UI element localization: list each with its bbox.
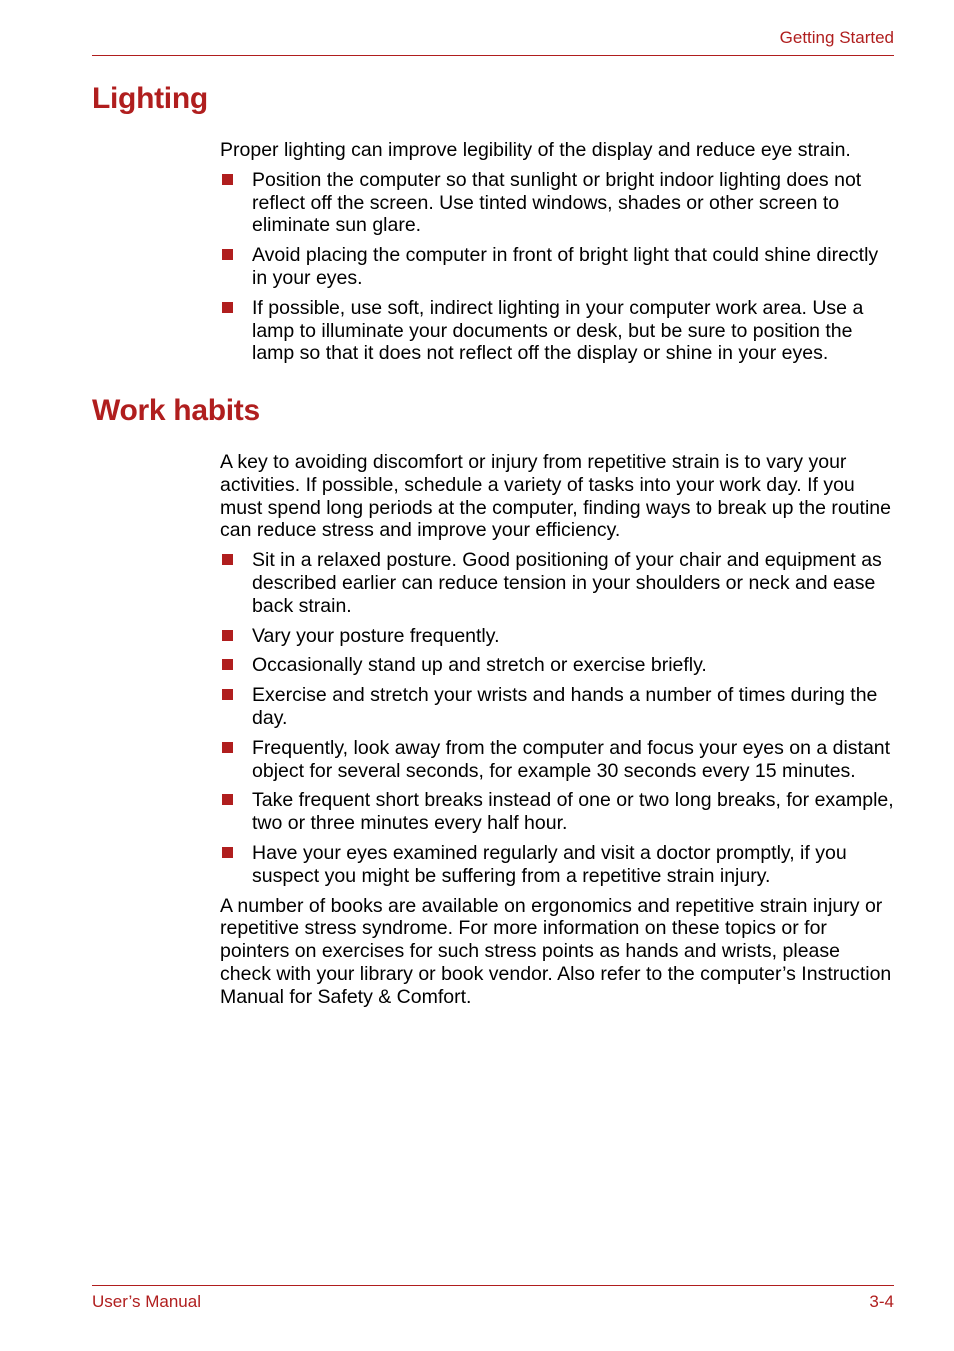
lighting-heading: Lighting xyxy=(92,82,208,115)
work-habits-heading: Work habits xyxy=(92,394,260,427)
list-item-text: Avoid placing the computer in front of bright light that could shine directly in your eyes. xyxy=(252,244,879,289)
work-habits-intro: A key to avoiding discomfort or injury from repetitive strain is to vary your activities. If possible, schedule a variety of tasks into your work day. If you must spend long periods at the computer, finding ways to break up the routine can reduce stress and improve your efficiency. xyxy=(220,451,891,542)
list-item xyxy=(220,169,894,237)
square-bullet-icon xyxy=(222,174,233,185)
list-item-text: Vary your posture frequently. xyxy=(252,624,500,647)
list-item-text: If possible, use soft, indirect lighting in your computer work area. Use a lamp to illuminate your documents or desk, but be sure to position the lamp so that it does not reflect off the display or shine in your eyes. xyxy=(252,296,864,365)
list-item-text: Sit in a relaxed posture. Good positioning of your chair and equipment as described earlier can reduce tension in your shoulders or neck and ease back strain. xyxy=(252,549,882,617)
lighting-section xyxy=(220,139,894,372)
list-item xyxy=(220,297,894,365)
lighting-bullet-list xyxy=(220,169,894,365)
list-item xyxy=(220,549,894,617)
list-item xyxy=(220,654,894,677)
list-item-text: Exercise and stretch your wrists and hands a number of times during the day. xyxy=(252,684,878,729)
footer-rule xyxy=(92,1285,894,1286)
list-item xyxy=(220,244,894,290)
lighting-intro: Proper lighting can improve legibility of the display and reduce eye strain. xyxy=(220,139,851,161)
square-bullet-icon xyxy=(222,794,233,805)
list-item-text: Have your eyes examined regularly and visit a doctor promptly, if you suspect you might be suffering from a repetitive strain injury. xyxy=(252,841,847,887)
work-habits-section xyxy=(220,451,894,1016)
list-item-text: Occasionally stand up and stretch or exercise briefly. xyxy=(252,654,707,677)
square-bullet-icon xyxy=(222,554,233,565)
square-bullet-icon xyxy=(222,742,233,753)
footer-manual-title: User’s Manual xyxy=(92,1292,201,1311)
square-bullet-icon xyxy=(222,659,233,670)
header-section-title: Getting Started xyxy=(779,28,894,47)
page-number: 3-4 xyxy=(869,1292,894,1311)
list-item xyxy=(220,789,894,835)
list-item xyxy=(220,625,894,648)
list-item-text: Frequently, look away from the computer and focus your eyes on a distant object for several seconds, for example 30 seconds every 15 minutes. xyxy=(252,736,891,782)
list-item xyxy=(220,842,894,888)
square-bullet-icon xyxy=(222,302,233,313)
list-item-text: Position the computer so that sunlight or bright indoor lighting does not reflect off the screen. Use tinted windows, shades or other screen to eliminate sun glare. xyxy=(252,168,862,237)
square-bullet-icon xyxy=(222,249,233,260)
square-bullet-icon xyxy=(222,689,233,700)
list-item xyxy=(220,737,894,783)
header-rule xyxy=(92,55,894,56)
list-item-text: Take frequent short breaks instead of one or two long breaks, for example, two or three minutes every half hour. xyxy=(252,789,894,835)
list-item xyxy=(220,684,894,730)
square-bullet-icon xyxy=(222,630,233,641)
square-bullet-icon xyxy=(222,847,233,858)
work-habits-bullet-list xyxy=(220,549,894,887)
work-habits-closing: A number of books are available on ergonomics and repetitive strain injury or repetitive stress syndrome. For more information on these topics or for pointers on exercises for such stress points as hands and wrists, please check with your library or book vendor. Also refer to the computer’s Instruction Manual for Safety & Comfort. xyxy=(220,894,892,1008)
